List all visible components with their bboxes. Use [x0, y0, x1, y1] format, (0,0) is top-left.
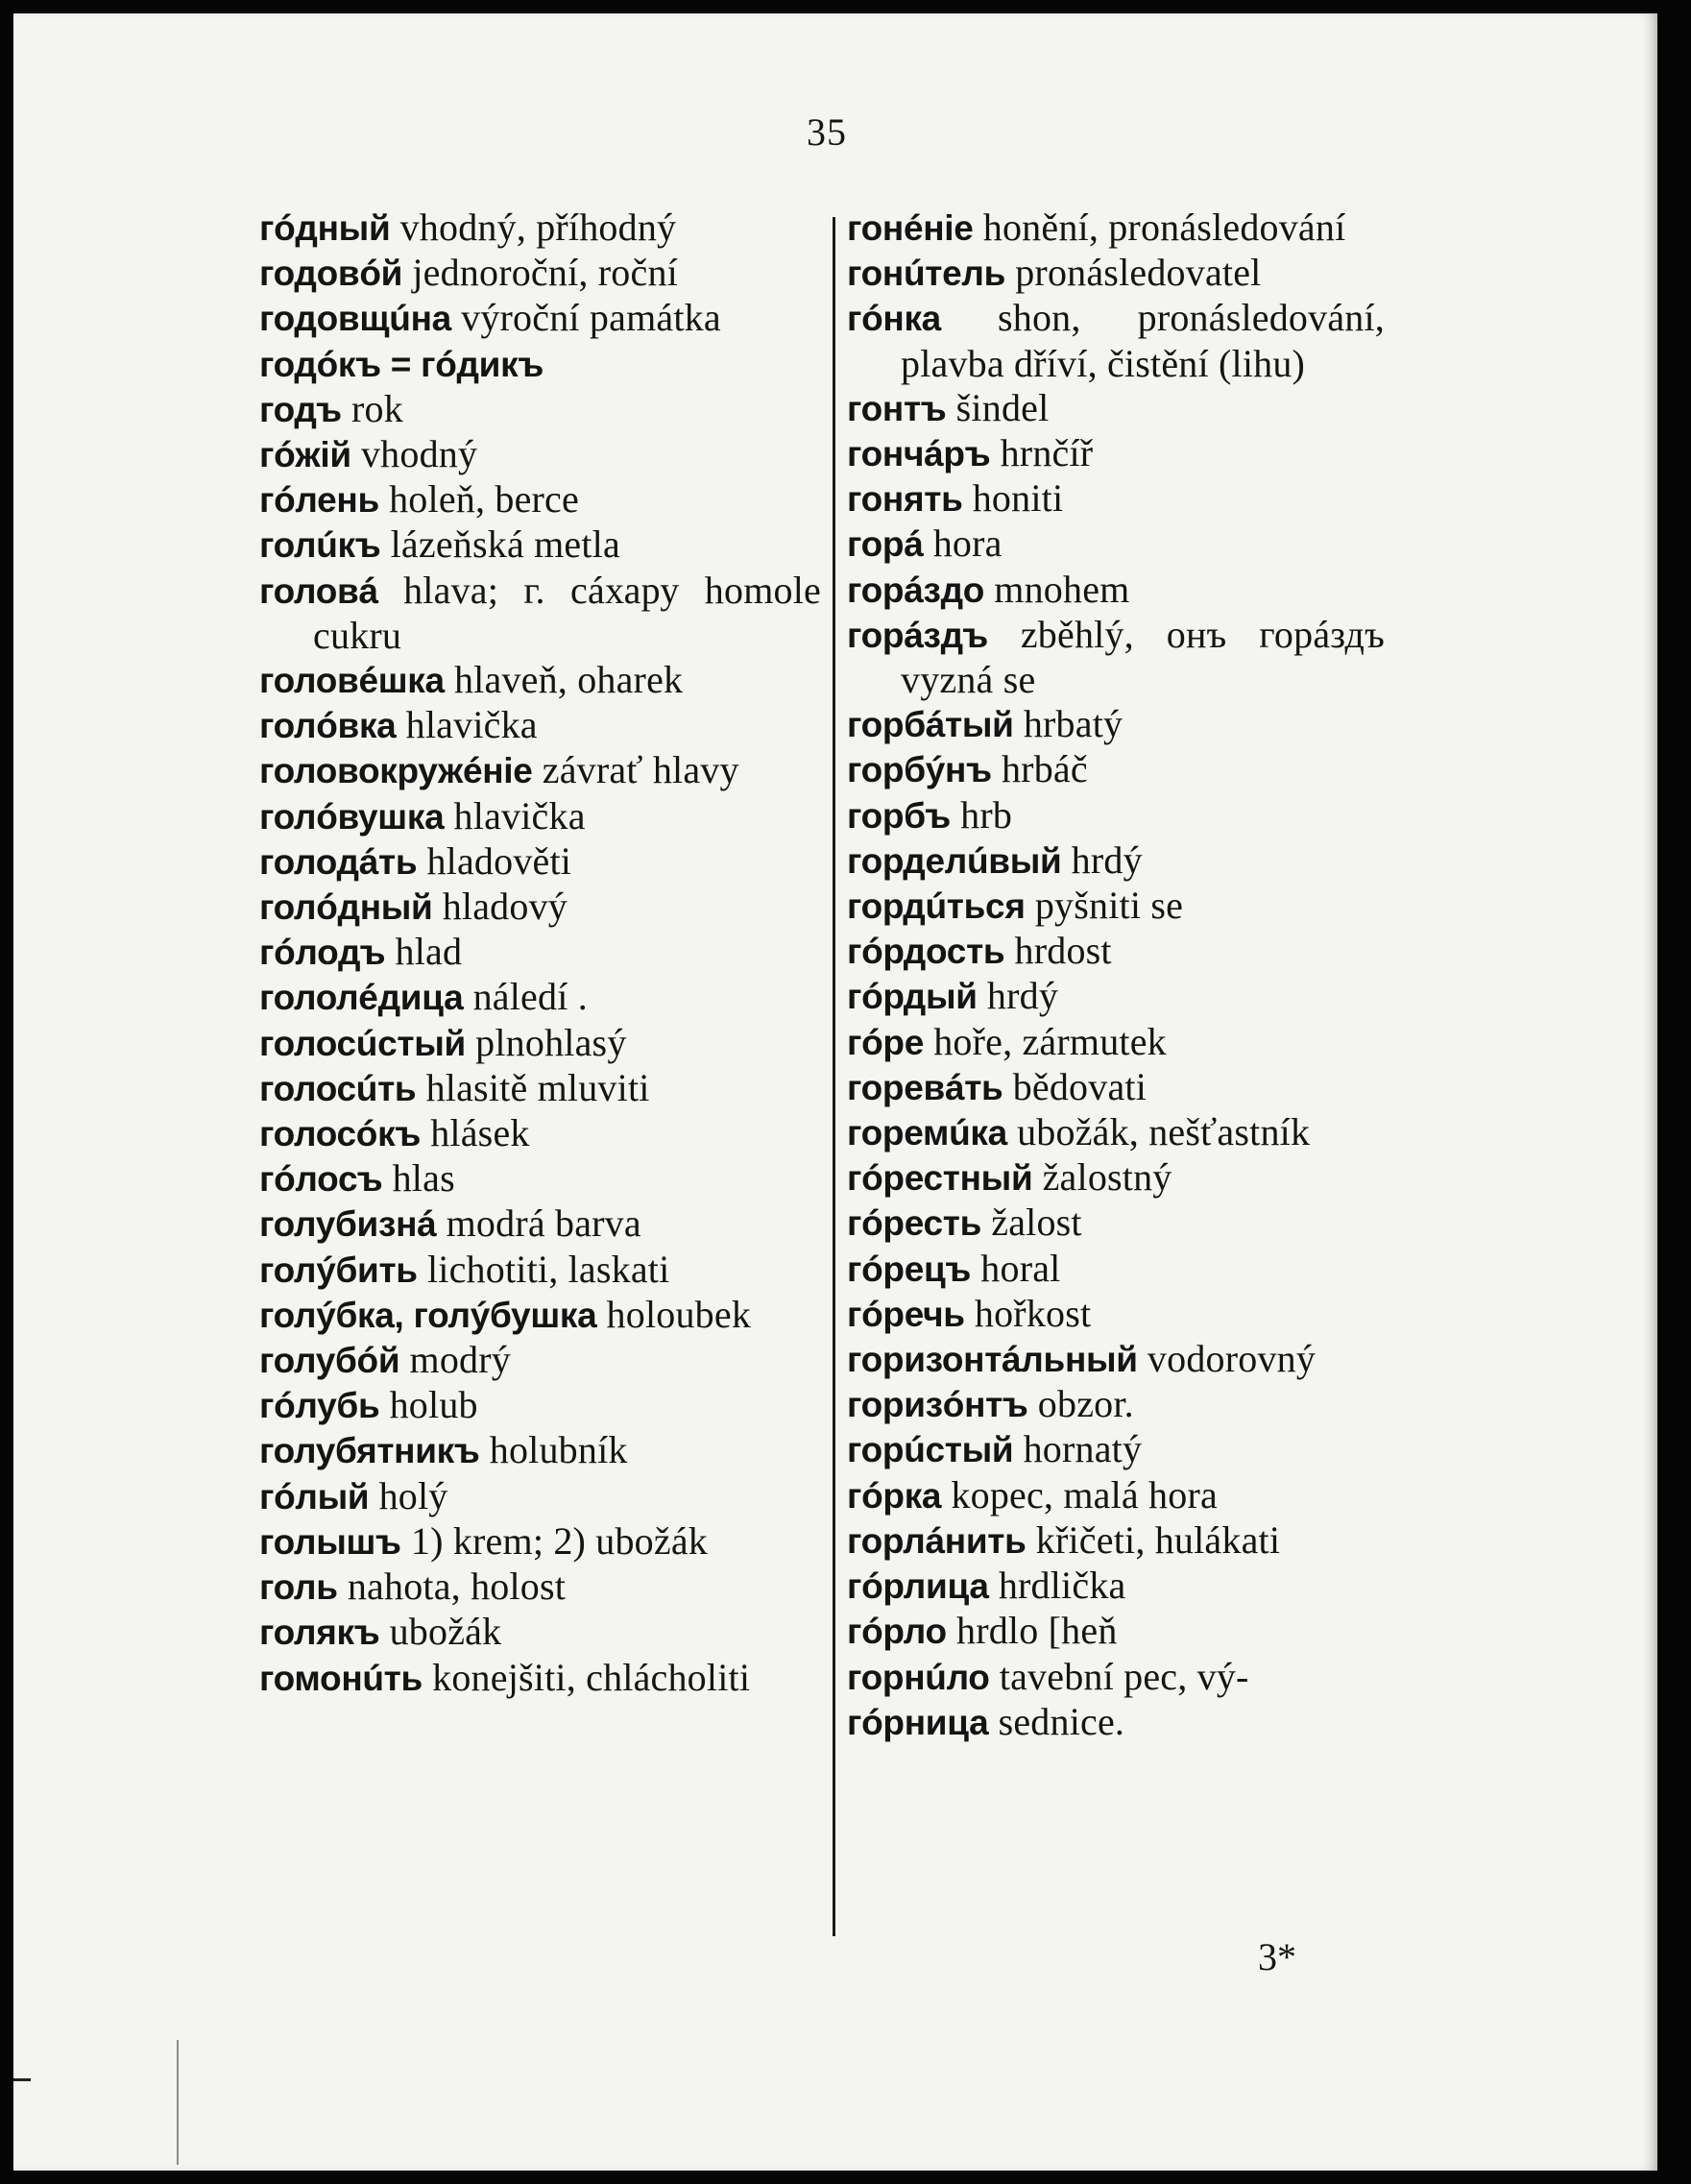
dictionary-entry — [847, 884, 1385, 929]
entry-definition: holubník — [479, 1428, 628, 1472]
entry-definition: hrdlo [heň — [946, 1609, 1118, 1653]
dictionary-entry — [259, 975, 821, 1020]
entry-definition: hrdý — [977, 974, 1059, 1018]
dictionary-entry — [259, 1338, 821, 1383]
dictionary-entry — [847, 1110, 1385, 1155]
page-number: 35 — [807, 110, 847, 154]
entry-definition: hrnčíř — [990, 431, 1094, 475]
entry-headword: голúкъ — [259, 525, 381, 566]
entry-definition: zběhlý, онъ горáздъ vyzná se — [901, 612, 1385, 702]
entry-definition: mnohem — [984, 567, 1130, 611]
entry-headword: гóрлица — [847, 1566, 989, 1607]
entry-headword: горлáнить — [847, 1520, 1027, 1561]
entry-headword: гонéніе — [847, 208, 974, 248]
entry-headword: горá — [847, 524, 924, 565]
dictionary-entry — [259, 1201, 821, 1247]
entry-headword: гóлосъ — [259, 1159, 383, 1200]
dictionary-entry — [259, 1565, 821, 1610]
dictionary-entry — [259, 342, 821, 387]
dictionary-entry — [847, 1247, 1385, 1292]
dictionary-entry — [259, 1610, 821, 1655]
entry-definition: rok — [341, 386, 403, 430]
right-column — [847, 206, 1385, 1745]
entry-headword: голодáть — [259, 841, 418, 882]
entry-definition: 1) krem; 2) ubožák — [400, 1518, 708, 1563]
dictionary-entry — [847, 251, 1385, 296]
entry-headword: голубóй — [259, 1341, 400, 1381]
dictionary-entry — [847, 838, 1385, 884]
entry-headword: голосúть — [259, 1068, 417, 1108]
entry-definition: plnohlasý — [465, 1020, 627, 1064]
entry-headword: голубятникъ — [259, 1431, 480, 1471]
dictionary-page — [13, 13, 1657, 2171]
dictionary-entry — [259, 569, 821, 658]
entry-definition: vodorovný — [1137, 1337, 1317, 1381]
entry-headword: горбъ — [847, 795, 951, 836]
entry-definition: hrbáč — [991, 747, 1088, 791]
entry-definition: hladový — [432, 885, 568, 929]
dictionary-entry — [259, 387, 821, 432]
dictionary-entry — [259, 1248, 821, 1293]
dictionary-entry — [259, 930, 821, 975]
entry-headword: голóдный — [259, 887, 433, 928]
entry-definition: žalostný — [1032, 1155, 1172, 1200]
entry-headword: голýбить — [259, 1250, 418, 1290]
entry-definition: hlas — [382, 1156, 455, 1201]
dictionary-entry — [259, 1428, 821, 1473]
entry-definition: hora — [923, 522, 1003, 566]
entry-definition: lázeňská metla — [380, 522, 620, 567]
dictionary-entry — [259, 296, 821, 341]
entry-headword: годовщúна — [259, 299, 451, 339]
dictionary-entry — [847, 929, 1385, 974]
entry-definition: honění, pronásledování — [973, 206, 1346, 249]
entry-headword: гончáръ — [847, 434, 991, 474]
entry-definition: holub — [379, 1383, 478, 1427]
dictionary-entry — [847, 1473, 1385, 1518]
entry-headword: гóрница — [847, 1702, 989, 1742]
entry-headword: горбýнъ — [847, 750, 992, 790]
dictionary-entry — [259, 477, 821, 522]
entry-definition: konejšiti, chlácholiti — [422, 1655, 751, 1699]
dictionary-entry — [847, 206, 1385, 251]
dictionary-entry — [259, 1111, 821, 1156]
dictionary-entry — [259, 703, 821, 748]
dictionary-entry — [847, 1700, 1385, 1745]
entry-definition: ubožák — [379, 1610, 502, 1654]
dictionary-entry — [259, 1656, 821, 1701]
column-divider — [833, 217, 835, 1936]
entry-definition: hlavička — [444, 793, 586, 837]
entry-definition: modrá barva — [436, 1201, 641, 1246]
entry-definition: honiti — [962, 476, 1064, 521]
dictionary-entry — [259, 1519, 821, 1565]
dictionary-entry — [259, 658, 821, 703]
entry-definition: hladověti — [417, 838, 572, 883]
entry-definition: hoře, zármutek — [924, 1019, 1167, 1063]
dictionary-entry — [847, 1518, 1385, 1564]
entry-headword: головокружéніе — [259, 751, 533, 791]
dictionary-entry — [847, 747, 1385, 792]
entry-definition: horal — [971, 1246, 1061, 1290]
dictionary-entry — [847, 1655, 1385, 1700]
margin-mark — [13, 2078, 31, 2081]
entry-definition: šindel — [946, 385, 1050, 429]
entry-headword: гóре — [847, 1022, 924, 1062]
entry-headword: голóвушка — [259, 796, 445, 837]
entry-headword: гордúться — [847, 886, 1026, 927]
entry-headword: головá — [259, 570, 378, 611]
entry-headword: гóлодъ — [259, 933, 386, 973]
printer-signature: 3* — [1258, 1935, 1296, 1978]
entry-headword: горнúло — [847, 1657, 990, 1697]
entry-definition: tavební pec, vý- — [989, 1654, 1249, 1698]
entry-headword: гóречь — [847, 1294, 965, 1334]
entry-definition: hlad — [385, 930, 463, 974]
entry-definition: ubožák, nešťastník — [1006, 1110, 1311, 1154]
entry-headword: гóрестный — [847, 1158, 1033, 1199]
dictionary-entry — [847, 702, 1385, 747]
entry-headword: голубизнá — [259, 1204, 437, 1245]
entry-definition: obzor. — [1027, 1382, 1134, 1426]
entry-definition: křičeti, hulákati — [1026, 1517, 1281, 1562]
dictionary-entry — [847, 974, 1385, 1019]
entry-headword: горизонтáльный — [847, 1340, 1138, 1380]
entry-definition: hrb — [950, 792, 1013, 837]
entry-headword: гóлубь — [259, 1386, 380, 1426]
entry-definition: hlasitě mluviti — [416, 1065, 650, 1109]
entry-headword: годовóй — [259, 254, 403, 294]
entry-headword: гóрло — [847, 1612, 947, 1652]
dictionary-entry — [847, 793, 1385, 838]
dictionary-entry — [259, 794, 821, 839]
entry-definition: hrdý — [1061, 837, 1143, 882]
left-column — [259, 206, 821, 1701]
entry-headword: гóдный — [259, 208, 391, 248]
dictionary-entry — [259, 839, 821, 885]
entry-headword: гомонúть — [259, 1658, 423, 1698]
dictionary-entry — [259, 1066, 821, 1111]
dictionary-entry — [847, 1155, 1385, 1201]
entry-definition: hlaveň, oharek — [444, 658, 684, 702]
entry-headword: голосúстый — [259, 1023, 466, 1063]
entry-headword: горбáтый — [847, 705, 1014, 745]
entry-headword: гóлень — [259, 480, 379, 521]
dictionary-entry — [259, 885, 821, 930]
entry-definition: lichotiti, laskati — [417, 1247, 670, 1291]
entry-headword: гололéдица — [259, 978, 464, 1018]
entry-definition: vhodný — [350, 432, 478, 476]
entry-definition: holoubek — [596, 1292, 752, 1336]
dictionary-entry — [847, 1020, 1385, 1065]
entry-definition: hlava; г. сáхару homole cukru — [313, 568, 821, 657]
dictionary-entry — [847, 568, 1385, 613]
entry-headword: голóвка — [259, 706, 397, 746]
entry-definition: hornatý — [1013, 1427, 1143, 1471]
dictionary-entry — [847, 476, 1385, 522]
dictionary-entry — [259, 1383, 821, 1428]
entry-definition: závrať hlavy — [532, 748, 739, 792]
dictionary-entry — [847, 386, 1385, 431]
entry-headword: гóжій — [259, 435, 351, 475]
dictionary-entry — [259, 251, 821, 296]
entry-definition: bědovati — [1003, 1064, 1147, 1108]
dictionary-entry — [259, 432, 821, 477]
entry-headword: горáздо — [847, 570, 985, 610]
entry-definition: vhodný, příhodný — [390, 206, 677, 249]
entry-definition: nahota, holost — [337, 1565, 567, 1609]
entry-definition: holý — [369, 1473, 448, 1517]
entry-headword: горúстый — [847, 1430, 1014, 1470]
dictionary-entry — [847, 1427, 1385, 1472]
entry-definition: hrdlička — [988, 1564, 1126, 1608]
dictionary-entry — [847, 1065, 1385, 1110]
dictionary-entry — [847, 431, 1385, 476]
entry-headword: голосóкъ — [259, 1114, 422, 1154]
entry-definition: hlásek — [421, 1111, 530, 1155]
entry-definition: shon, pronásledování, plavba dříví, čistění (lihu) — [901, 296, 1385, 385]
entry-headword: гóрецъ — [847, 1249, 972, 1289]
entry-definition: sednice. — [988, 1699, 1125, 1743]
dictionary-entry — [847, 1609, 1385, 1654]
dictionary-entry — [259, 1293, 821, 1338]
dictionary-entry — [259, 748, 821, 793]
dictionary-entry — [847, 613, 1385, 702]
entry-definition: hrbatý — [1013, 702, 1123, 746]
entry-headword: гóрка — [847, 1475, 942, 1516]
entry-headword: гóрдость — [847, 932, 1005, 972]
dictionary-entry — [847, 296, 1385, 385]
entry-headword: голь — [259, 1567, 338, 1608]
entry-headword: горделúвый — [847, 840, 1062, 881]
entry-headword: головéшка — [259, 661, 445, 701]
entry-definition: modrý — [399, 1338, 511, 1382]
entry-headword: гонять — [847, 479, 963, 520]
entry-headword: горемúка — [847, 1113, 1007, 1153]
margin-mark — [177, 2040, 179, 2165]
entry-definition: holeň, berce — [378, 477, 579, 522]
entry-definition: výroční památka — [450, 296, 721, 340]
entry-definition: kopec, malá hora — [941, 1472, 1218, 1517]
entry-headword: годóкъ = гóдикъ — [259, 344, 544, 384]
entry-definition: jednoroční, roční — [402, 251, 678, 295]
entry-headword: горáздъ — [847, 615, 988, 655]
entry-definition: hlavička — [396, 703, 538, 747]
entry-headword: годъ — [259, 389, 342, 429]
entry-headword: горевáть — [847, 1067, 1003, 1107]
dictionary-entry — [259, 1021, 821, 1066]
entry-definition: hrdost — [1004, 929, 1112, 973]
dictionary-entry — [259, 1474, 821, 1519]
entry-definition: pronásledovatel — [1005, 251, 1262, 295]
dictionary-entry — [847, 1337, 1385, 1382]
entry-definition: náledí . — [463, 975, 588, 1019]
entry-definition: pyšniti se — [1025, 884, 1184, 928]
dictionary-entry — [847, 1564, 1385, 1609]
entry-definition: hořkost — [964, 1291, 1092, 1335]
dictionary-entry — [259, 522, 821, 568]
dictionary-entry — [847, 522, 1385, 567]
entry-headword: голышъ — [259, 1521, 401, 1562]
entry-headword: гонтъ — [847, 388, 947, 428]
entry-headword: горизóнтъ — [847, 1385, 1028, 1425]
entry-headword: гонúтель — [847, 254, 1006, 294]
dictionary-entry — [847, 1292, 1385, 1337]
dictionary-entry — [259, 206, 821, 251]
entry-headword: голякъ — [259, 1613, 380, 1653]
entry-headword: гóресть — [847, 1203, 982, 1244]
entry-headword: голýбка, голýбушка — [259, 1295, 597, 1335]
dictionary-entry — [847, 1201, 1385, 1246]
entry-headword: гóнка — [847, 299, 941, 339]
dictionary-entry — [259, 1156, 821, 1201]
dictionary-entry — [847, 1382, 1385, 1427]
entry-headword: гóрдый — [847, 977, 978, 1017]
entry-definition: žalost — [981, 1201, 1082, 1245]
entry-headword: гóлый — [259, 1476, 370, 1517]
